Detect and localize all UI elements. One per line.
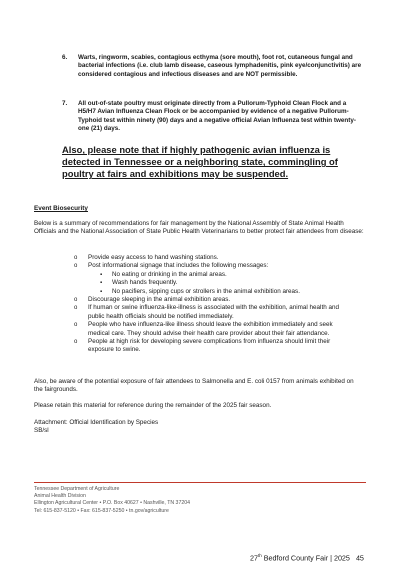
square-bullet-icon: ▪ xyxy=(100,280,103,287)
agency-footer xyxy=(34,486,190,515)
square-bullet-icon: ▪ xyxy=(100,288,103,295)
list-item xyxy=(74,262,344,296)
page-footer xyxy=(250,553,364,562)
recommendation-text: Post informational signage that includes the following messages: xyxy=(88,262,269,270)
recommendation-text: People who have influenza-like illness should leave the exhibition immediately and seek medical care. They should advise their health care provider about their fair attendance. xyxy=(88,321,333,337)
circle-bullet-icon: o xyxy=(74,297,78,304)
agency-address: Ellington Agricultural Center • P.O. Box 40627 • Nashville, TN 37204 xyxy=(34,500,190,507)
recommendations-list xyxy=(74,254,344,355)
list-item xyxy=(98,288,344,296)
fair-edition-suffix: th xyxy=(258,553,262,558)
division-name: Animal Health Division xyxy=(34,493,86,500)
signage-messages-list xyxy=(88,271,344,296)
list-item-6 xyxy=(62,54,362,79)
message-text: Wash hands frequently. xyxy=(112,279,178,287)
author-initials: SB/sl xyxy=(34,427,49,434)
circle-bullet-icon: o xyxy=(74,255,78,261)
retain-notice: Please retain this material for reference during the remainder of the 2025 fair season. xyxy=(34,402,272,409)
fair-edition-number: 27 xyxy=(250,553,258,563)
avian-influenza-notice: Also, please note that if highly pathogenic avian influenza is detected in Tennessee or a neighboring state, commingling of poultry at fairs and exhibitions may be suspended. xyxy=(62,144,338,180)
message-text: No eating or drinking in the animal areas. xyxy=(112,270,227,278)
circle-bullet-icon: o xyxy=(74,305,78,312)
event-biosecurity-heading: Event Biosecurity xyxy=(34,205,88,212)
item-number: 6. xyxy=(62,54,68,61)
attachment-line: Attachment: Official Identification by Species xyxy=(34,419,159,426)
recommendation-text: People at high risk for developing severe complications from influenza should limit their exposure to swine. xyxy=(88,338,331,354)
list-item xyxy=(74,304,344,321)
fair-title: Bedford County Fair | 2025 xyxy=(261,553,350,563)
circle-bullet-icon: o xyxy=(74,339,78,346)
list-item xyxy=(74,296,344,304)
footer-divider xyxy=(34,482,366,483)
page-number: 45 xyxy=(355,553,364,563)
circle-bullet-icon: o xyxy=(74,263,78,270)
salmonella-notice: Also, be aware of the potential exposure of fair attendees to Salmonella and E. coli 0157 from animals exhibited on the fairgrounds. xyxy=(34,378,354,394)
item-text: All out-of-state poultry must originate directly from a Pullorum-Typhoid Clean Flock and a H5/H7 Avian Influenza Clean Flock or be accompanied by evidence of a negative Pullorum-Typhoid test within ninety (90) days and a negative official Avian Influenza test within twenty-one (21) days. xyxy=(78,100,356,133)
list-item xyxy=(74,321,344,338)
message-text: No pacifiers, sipping cups or strollers in the animal exhibition areas. xyxy=(112,287,300,295)
list-item xyxy=(98,271,344,279)
list-item-7 xyxy=(62,100,362,134)
recommendation-text: Discourage sleeping in the animal exhibition areas. xyxy=(88,296,231,304)
square-bullet-icon: ▪ xyxy=(100,271,103,278)
biosecurity-intro: Below is a summary of recommendations for fair management by the National Assembly of State Animal Health Officials and the National Association of State Public Health Veterinarians to better protect fair attendees from disease: xyxy=(34,220,364,236)
item-text: Warts, ringworm, scabies, contagious ecthyma (sore mouth), foot rot, cutaneous fungal and bacterial infections (i.e. club lamb disease, caseous lymphadenitis, pink eye/conjunctivitis) are considered contagious and infectious diseases and are NOT permissible. xyxy=(78,54,362,78)
item-number: 7. xyxy=(62,100,68,107)
agency-name: Tennessee Department of Agriculture xyxy=(34,486,120,492)
agency-contact: Tel: 615-837-5120 • Fax: 615-837-5250 • tn.gov/agriculture xyxy=(34,507,169,514)
recommendation-text: Provide easy access to hand washing stations. xyxy=(88,254,219,261)
list-item xyxy=(98,279,344,287)
circle-bullet-icon: o xyxy=(74,322,78,329)
list-item xyxy=(74,254,344,262)
list-item xyxy=(74,338,344,355)
recommendation-text: If human or swine influenza-like-illness is associated with the exhibition, animal health and public health officials should be notified immediately. xyxy=(88,304,339,320)
